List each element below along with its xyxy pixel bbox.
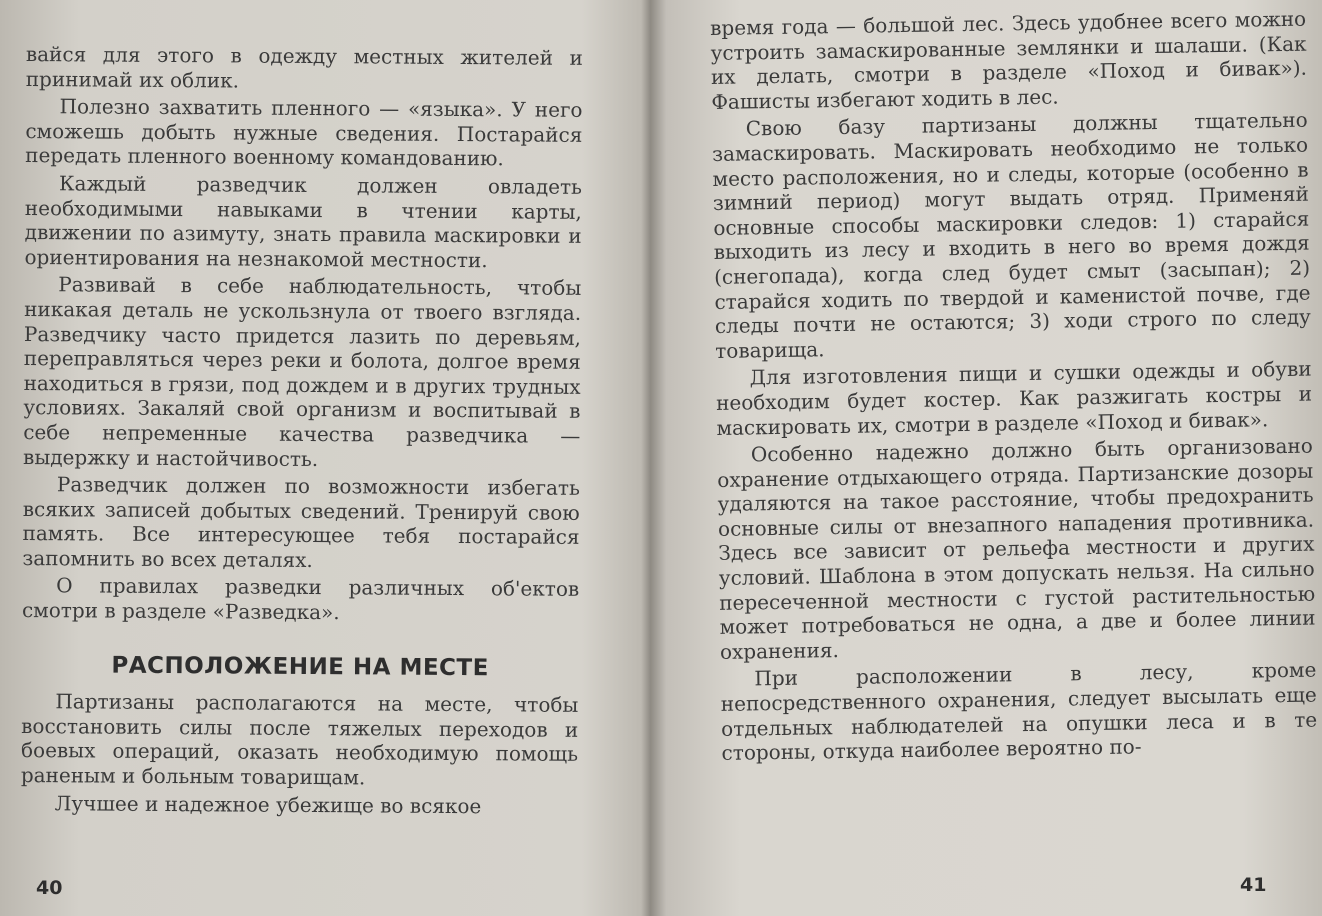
- paragraph: вайся для этого в одежду местных жителей и принимай их облик.: [25, 42, 583, 93]
- paragraph: время года — большой лес. Здесь удобнее всего можно устроить замаскированные землянки и шалаши. (Как их делать, смотри в разделе «Поход и бивак»). Фашисты избегают ходить в лес.: [710, 6, 1308, 114]
- page-number: 40: [36, 877, 63, 899]
- paragraph: Разведчик должен по возможности избегать всяких записей добытых сведений. Тренируй свою память. Все интересующее тебя постарайся запомнить во всех деталях.: [22, 472, 580, 572]
- paragraph: Свою базу партизаны должны тщательно замаскировать. Маскировать необходимо не только место расположения, но и следы, которые (особенно в зимний период) могут выдать отряд. Применяй основные способы маскировки следов: 1) старайся выходить из лесу и входить в него во время дождя (снегопада), когда след будет смыт (засыпан); 2) старайся ходить по твердой и каменистой почве, где следы почти не остаются; 3) ходи строго по следу товарища.: [711, 108, 1311, 363]
- right-text-column: [710, 7, 1318, 769]
- paragraph: О правилах разведки различных об'ектов смотри в разделе «Разведка».: [21, 573, 580, 625]
- paragraph: При расположении в лесу, кроме непосредственного охранения, следует высылать еще отдельных наблюдателей на опушки леса и в те стороны, откуда наиболее вероятно по-: [720, 657, 1318, 766]
- paragraph: Особенно надежно должно быть организовано охранение отдыхающего отряда. Партизанские дозоры удаляются на такое расстояние, чтобы предохранить основные силы от внезапного нападения противника. Здесь все зависит от рельефа местности и других условий. Шаблона в этом допускать нельзя. На сильно пересеченной местности с густой растительностью может потребоваться не одна, а две и более линии охранения.: [717, 433, 1316, 664]
- section-heading: РАСПОЛОЖЕНИЕ НА МЕСТЕ: [111, 652, 489, 681]
- page-number: 41: [1240, 874, 1267, 896]
- paragraph: Полезно захватить пленного — «языка». У него сможешь добыть нужные сведения. Постарайся передать пленного военному командованию.: [25, 94, 583, 171]
- paragraph: Для изготовления пищи и сушки одежды и обуви необходим будет костер. Как разжигать костры и маскировать их, смотри в разделе «Поход и бивак».: [715, 356, 1313, 440]
- paragraph: Каждый разведчик должен овладеть необходимыми навыками в чтении карты, движении по азимуту, знать правила маскировки и ориентирования на незнакомой местности.: [24, 171, 583, 272]
- paragraph: Развивай в себе наблюдательность, чтобы никакая деталь не ускользнула от твоего взгляда. Разведчику часто придется лазить по деревьям, переправляться через реки и болота, долгое время находиться в грязи, под дождем и в других трудных условиях. Закаляй свой организм и воспитывай в себе непременные качества разведчика — выдержку и настойчивость.: [23, 272, 582, 471]
- paragraph: Партизаны располагаются на месте, чтобы восстановить силы после тяжелых переходов и боевых операций, оказать необходимую помощь раненым и больным товарищам.: [20, 689, 579, 790]
- left-text-column: [21, 42, 583, 822]
- paragraph: Лучшее и надежное убежище во всякое: [54, 790, 482, 818]
- left-page: [0, 0, 640, 916]
- right-page: [660, 0, 1322, 916]
